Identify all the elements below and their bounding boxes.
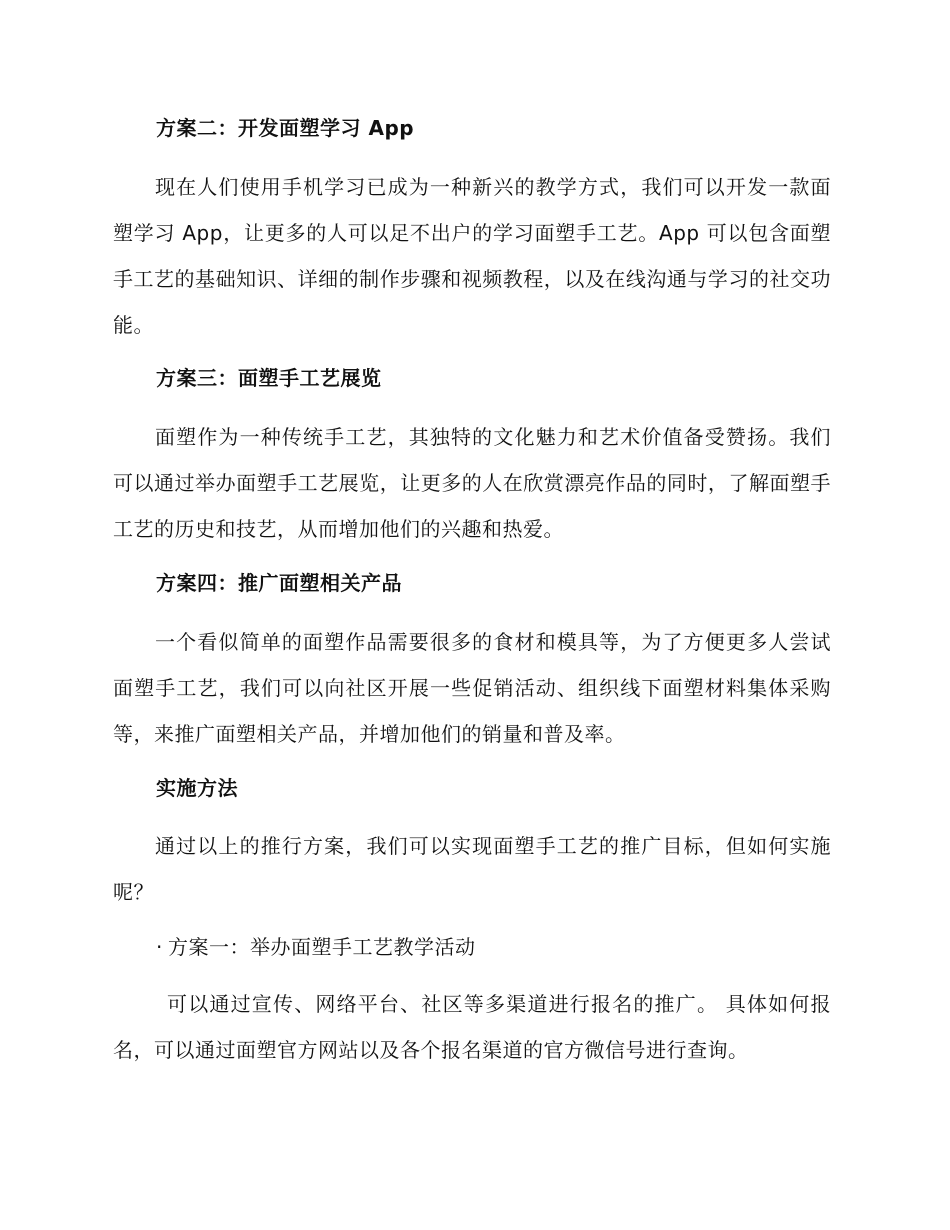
section-heading-plan-three: 方案三：面塑手工艺展览 [156, 366, 382, 390]
section-heading-plan-two: 方案二：开发面塑学习 App [156, 116, 415, 140]
bullet-marker: · [156, 935, 163, 959]
bullet-item-plan-one [156, 933, 476, 961]
section-body-plan-two: 现在人们使用手机学习已成为一种新兴的教学方式，我们可以开发一款面塑学习 App，让更多的人可以足不出户的学习面塑手工艺。App 可以包含面塑手工艺的基础知识、详细的制作步骤和视频教程，以及在线沟通与学习的社交功能。 [113, 175, 831, 337]
section-body-plan-three: 面塑作为一种传统手工艺，其独特的文化魅力和艺术价值备受赞扬。我们可以通过举办面塑手工艺展览，让更多的人在欣赏漂亮作品的同时，了解面塑手工艺的历史和技艺，从而增加他们的兴趣和热爱。 [113, 425, 831, 541]
final-paragraph: 可以通过宣传、网络平台、社区等多渠道进行报名的推广。 具体如何报名，可以通过面塑官方网站以及各个报名渠道的官方微信号进行查询。 [113, 992, 831, 1062]
bullet-text: 方案一：举办面塑手工艺教学活动 [168, 935, 476, 959]
section-body-plan-four: 一个看似简单的面塑作品需要很多的食材和模具等，为了方便更多人尝试面塑手工艺，我们可以向社区开展一些促销活动、组织线下面塑材料集体采购等，来推广面塑相关产品，并增加他们的销量和普及率。 [113, 630, 831, 746]
section-body-implementation: 通过以上的推行方案，我们可以实现面塑手工艺的推广目标，但如何实施呢？ [113, 834, 831, 904]
section-heading-plan-four: 方案四：推广面塑相关产品 [156, 571, 402, 595]
section-heading-implementation: 实施方法 [156, 776, 238, 800]
